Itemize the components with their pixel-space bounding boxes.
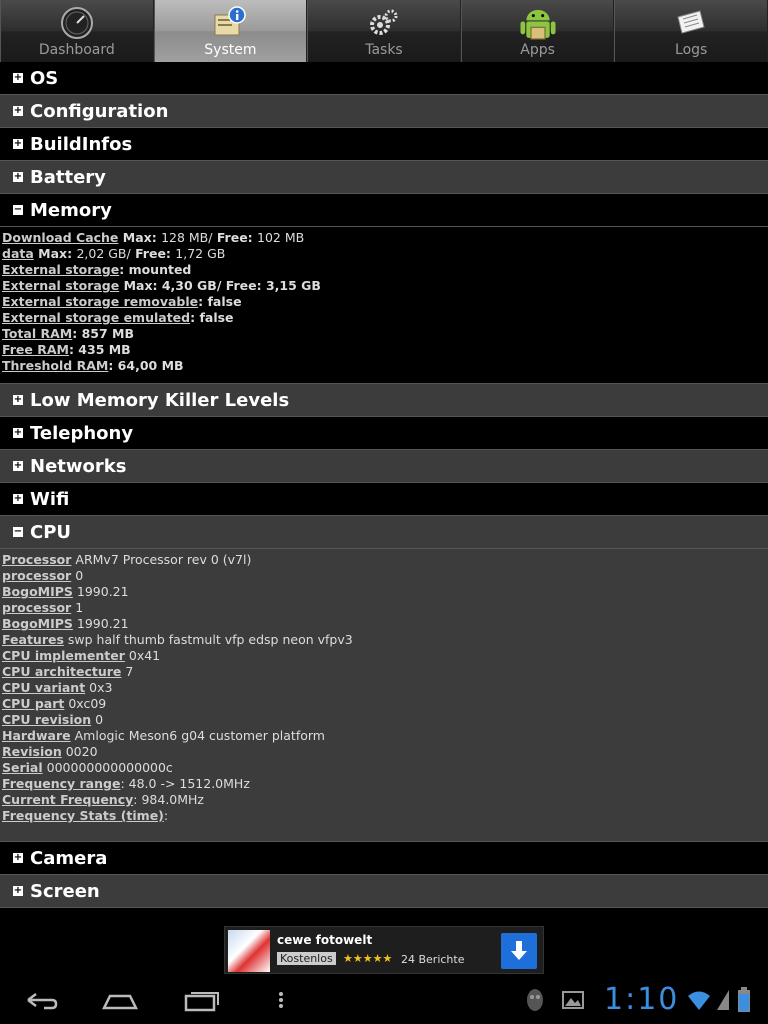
expand-icon: + bbox=[13, 493, 23, 504]
memory-row: External storage: mounted bbox=[2, 262, 192, 277]
download-arrow-icon bbox=[501, 933, 537, 969]
expand-icon: + bbox=[13, 394, 23, 405]
system-info-list[interactable] bbox=[0, 62, 768, 918]
section-title: Battery bbox=[30, 166, 106, 188]
signal-icon bbox=[716, 984, 730, 1016]
section-title: Networks bbox=[30, 455, 127, 477]
tab-label: Tasks bbox=[365, 42, 403, 58]
expand-icon: + bbox=[13, 427, 23, 438]
row-key: data bbox=[2, 246, 34, 261]
section-title: Screen bbox=[30, 880, 100, 902]
tab-label: Dashboard bbox=[38, 42, 115, 58]
expand-icon: + bbox=[13, 852, 23, 863]
gears-icon bbox=[366, 5, 402, 41]
home-icon[interactable] bbox=[100, 984, 140, 1016]
tab-tasks[interactable] bbox=[307, 0, 461, 62]
expand-icon: + bbox=[13, 885, 23, 896]
status-clock: 1:10 bbox=[604, 982, 680, 1017]
row-key: External storage removable bbox=[2, 294, 199, 309]
cpu-row: BogoMIPS 1990.21 bbox=[2, 584, 129, 599]
memory-details bbox=[0, 227, 768, 384]
section-title: Low Memory Killer Levels bbox=[30, 389, 290, 411]
ad-review-count: 24 Berichte bbox=[401, 953, 465, 966]
memory-row: Threshold RAM: 64,00 MB bbox=[2, 358, 184, 373]
expand-icon: + bbox=[13, 72, 23, 83]
tab-label: System bbox=[204, 42, 257, 58]
expand-icon: + bbox=[13, 138, 23, 149]
ad-price-badge: Kostenlos bbox=[277, 952, 336, 965]
tab-logs[interactable] bbox=[614, 0, 768, 62]
memory-row: Download Cache Max: 128 MB/ Free: 102 MB bbox=[2, 230, 305, 245]
section-memory[interactable] bbox=[0, 194, 768, 227]
section-telephony[interactable] bbox=[0, 417, 768, 450]
memory-row: Free RAM: 435 MB bbox=[2, 342, 131, 357]
memory-row: External storage Max: 4,30 GB/ Free: 3,15 GB bbox=[2, 278, 321, 293]
memory-row: data Max: 2,02 GB/ Free: 1,72 GB bbox=[2, 246, 226, 261]
section-title: CPU bbox=[30, 521, 72, 543]
row-key: External storage emulated bbox=[2, 310, 191, 325]
row-key: Total RAM bbox=[2, 326, 73, 341]
cpu-row: processor 0 bbox=[2, 568, 84, 583]
section-low-memory-killer[interactable] bbox=[0, 384, 768, 417]
memory-row: External storage removable: false bbox=[2, 294, 242, 309]
section-battery[interactable] bbox=[0, 161, 768, 194]
cpu-row: CPU part 0xc09 bbox=[2, 696, 107, 711]
collapse-icon: − bbox=[13, 526, 23, 537]
row-key: Download Cache bbox=[2, 230, 119, 245]
android-icon bbox=[517, 4, 559, 46]
section-title: Wifi bbox=[30, 488, 70, 510]
section-cpu[interactable] bbox=[0, 516, 768, 549]
ad-download-button[interactable] bbox=[501, 933, 537, 969]
ad-title: cewe fotowelt bbox=[277, 933, 373, 947]
cpu-row: CPU revision 0 bbox=[2, 712, 104, 727]
section-os[interactable] bbox=[0, 62, 768, 95]
cpu-row: BogoMIPS 1990.21 bbox=[2, 616, 129, 631]
section-title: Telephony bbox=[30, 422, 134, 444]
row-key: Free RAM bbox=[2, 342, 69, 357]
cpu-row: CPU implementer 0x41 bbox=[2, 648, 161, 663]
section-wifi[interactable] bbox=[0, 483, 768, 516]
cpu-row: Features swp half thumb fastmult vfp edsp neon vfpv3 bbox=[2, 632, 353, 647]
section-configuration[interactable] bbox=[0, 95, 768, 128]
ad-app-icon bbox=[228, 930, 270, 972]
cpu-row: Revision 0020 bbox=[2, 744, 98, 759]
collapse-icon: − bbox=[13, 204, 23, 215]
recent-apps-icon[interactable] bbox=[182, 984, 222, 1016]
memory-row: Total RAM: 857 MB bbox=[2, 326, 135, 341]
section-screen[interactable] bbox=[0, 875, 768, 908]
section-networks[interactable] bbox=[0, 450, 768, 483]
tab-dashboard[interactable] bbox=[0, 0, 154, 62]
section-title: Configuration bbox=[30, 100, 169, 122]
cpu-row: Hardware Amlogic Meson6 g04 customer platform bbox=[2, 728, 325, 743]
row-key: External storage bbox=[2, 262, 120, 277]
memory-row: External storage emulated: false bbox=[2, 310, 234, 325]
battery-icon bbox=[736, 984, 752, 1016]
cpu-row: Processor ARMv7 Processor rev 0 (v7l) bbox=[2, 552, 252, 567]
notification-alien-icon bbox=[522, 984, 548, 1016]
ad-rating-stars: ★★★★★ bbox=[343, 952, 393, 965]
section-title: BuildInfos bbox=[30, 133, 133, 155]
section-title: OS bbox=[30, 67, 59, 89]
system-info-icon bbox=[212, 5, 248, 41]
logs-icon bbox=[673, 5, 709, 41]
ad-banner[interactable] bbox=[224, 926, 544, 974]
tab-bar bbox=[0, 0, 768, 62]
wifi-icon bbox=[686, 984, 712, 1016]
cpu-row: Serial 000000000000000c bbox=[2, 760, 173, 775]
expand-icon: + bbox=[13, 105, 23, 116]
section-title: Memory bbox=[30, 199, 112, 221]
menu-icon[interactable] bbox=[274, 984, 288, 1016]
tab-system[interactable] bbox=[154, 0, 308, 62]
section-title: Camera bbox=[30, 847, 108, 869]
expand-icon: + bbox=[13, 460, 23, 471]
cpu-row: Frequency range: 48.0 -> 1512.0MHz bbox=[2, 776, 250, 791]
cpu-row: CPU variant 0x3 bbox=[2, 680, 113, 695]
back-icon[interactable] bbox=[22, 984, 60, 1016]
section-buildinfos[interactable] bbox=[0, 128, 768, 161]
tab-label: Logs bbox=[675, 42, 708, 58]
expand-icon: + bbox=[13, 171, 23, 182]
tab-apps[interactable] bbox=[461, 0, 615, 62]
cpu-row: Current Frequency: 984.0MHz bbox=[2, 792, 204, 807]
cpu-row: processor 1 bbox=[2, 600, 84, 615]
dashboard-icon bbox=[59, 5, 95, 41]
row-key: External storage bbox=[2, 278, 120, 293]
gallery-notification-icon bbox=[560, 984, 586, 1016]
cpu-row: Frequency Stats (time): bbox=[2, 808, 169, 823]
row-key: Threshold RAM bbox=[2, 358, 109, 373]
section-camera[interactable] bbox=[0, 842, 768, 875]
tab-label: Apps bbox=[520, 42, 555, 58]
cpu-details bbox=[0, 549, 768, 842]
cpu-row: CPU architecture 7 bbox=[2, 664, 134, 679]
